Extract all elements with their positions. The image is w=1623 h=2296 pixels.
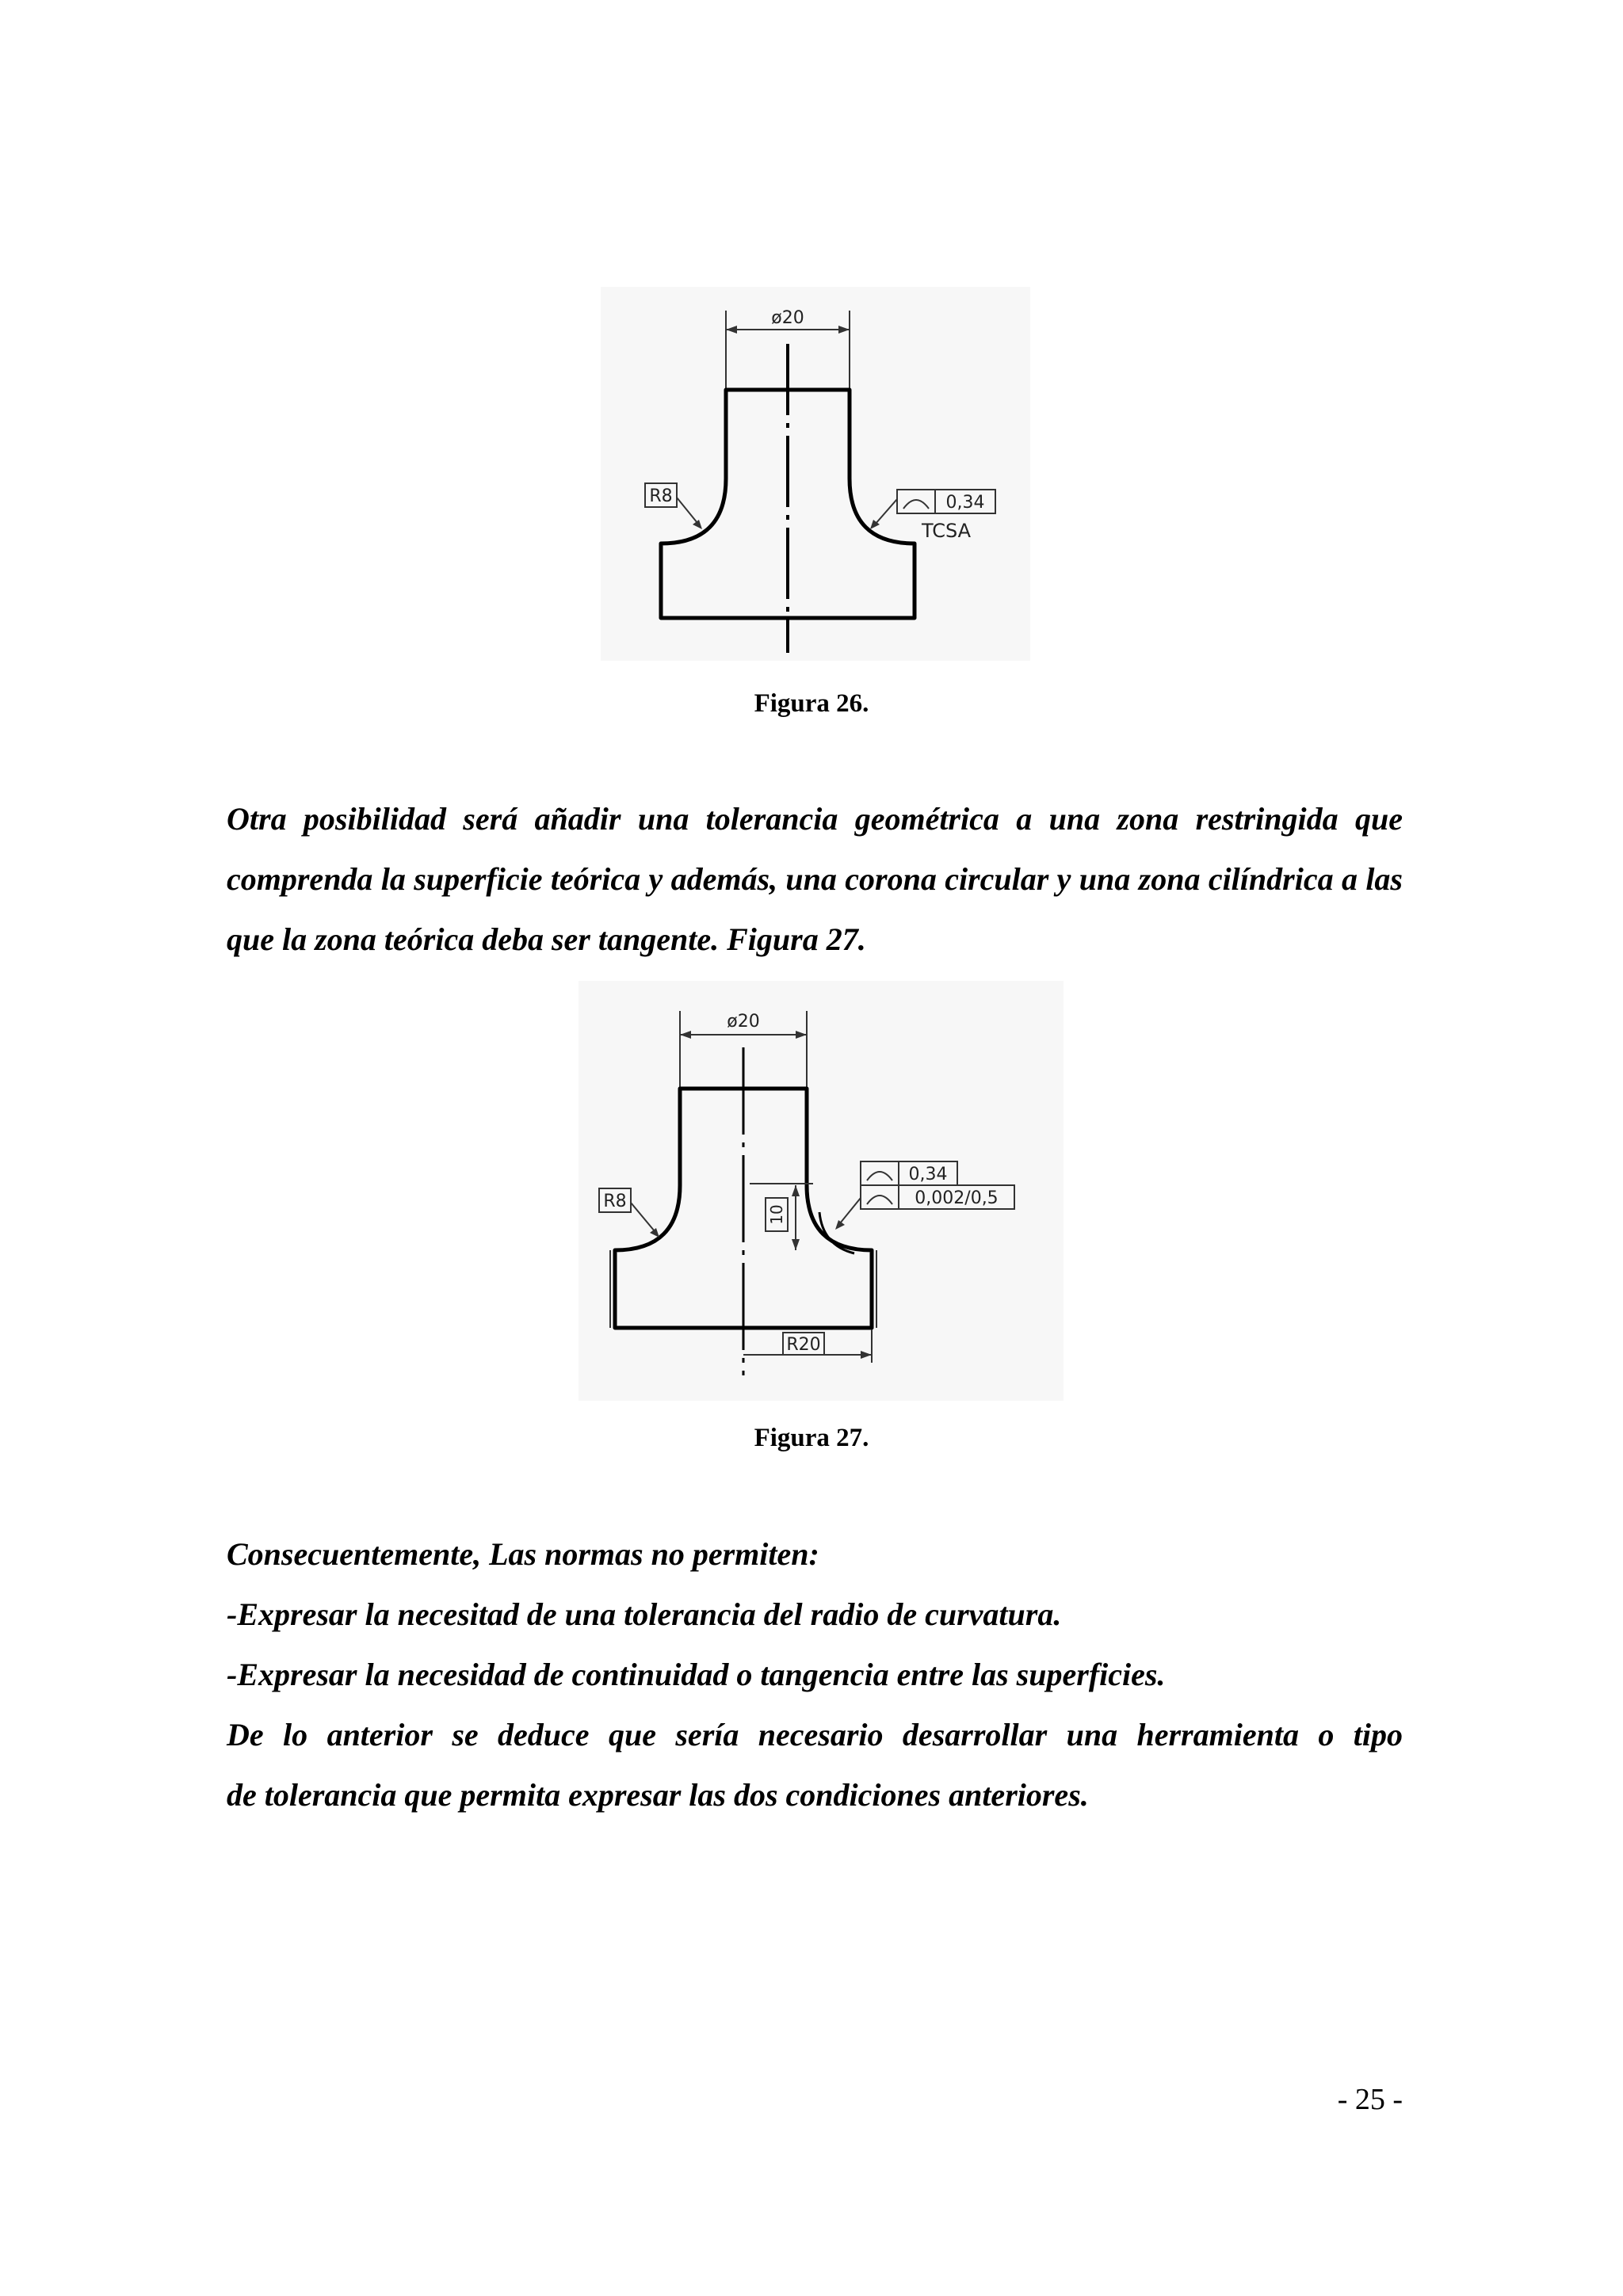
paragraph-2: [227, 1524, 1403, 1825]
tolerance-value-2: 0,002/0,5: [915, 1188, 999, 1208]
diameter-label: ø20: [727, 1012, 760, 1032]
tolerance-value-1: 0,34: [908, 1165, 948, 1184]
paragraph-2-line-2: -Expresar la necesitad de una tolerancia del radio de curvatura.: [227, 1596, 1062, 1632]
tolerance-value: 0,34: [945, 493, 985, 513]
radius-label: R8: [649, 486, 673, 506]
paragraph-1: Otra posibilidad será añadir una tolerancia geométrica a una zona restringida que comprenda la superficie teórica y además, una corona circular y una zona cilíndrica a las que la zona teórica deba ser tangente. Figura 27.: [227, 801, 1403, 957]
paragraph-2-line-1: Consecuentemente, Las normas no permiten:: [227, 1536, 819, 1572]
diameter-label: ø20: [771, 308, 804, 328]
radius-label: R8: [603, 1192, 627, 1211]
figure-27-caption: Figura 27.: [754, 1424, 869, 1452]
figure-26-drawing: [601, 287, 1030, 661]
page-number: - 25 -: [1337, 2083, 1403, 2116]
paragraph-2-line-3: -Expresar la necesidad de continuidad o tangencia entre las superficies.: [227, 1657, 1166, 1692]
tolerance-note: TCSA: [921, 520, 972, 542]
figure-27-drawing: [579, 981, 1064, 1401]
paragraph-2-line-5: de tolerancia que permita expresar las dos condiciones anteriores.: [227, 1777, 1089, 1813]
base-radius-label: R20: [786, 1335, 821, 1355]
figure-26-caption: Figura 26.: [754, 689, 869, 718]
paragraph-2-line-4: De lo anterior se deduce que sería necesario desarrollar una herramienta o tipo: [227, 1717, 1403, 1753]
height-label: 10: [767, 1204, 786, 1225]
